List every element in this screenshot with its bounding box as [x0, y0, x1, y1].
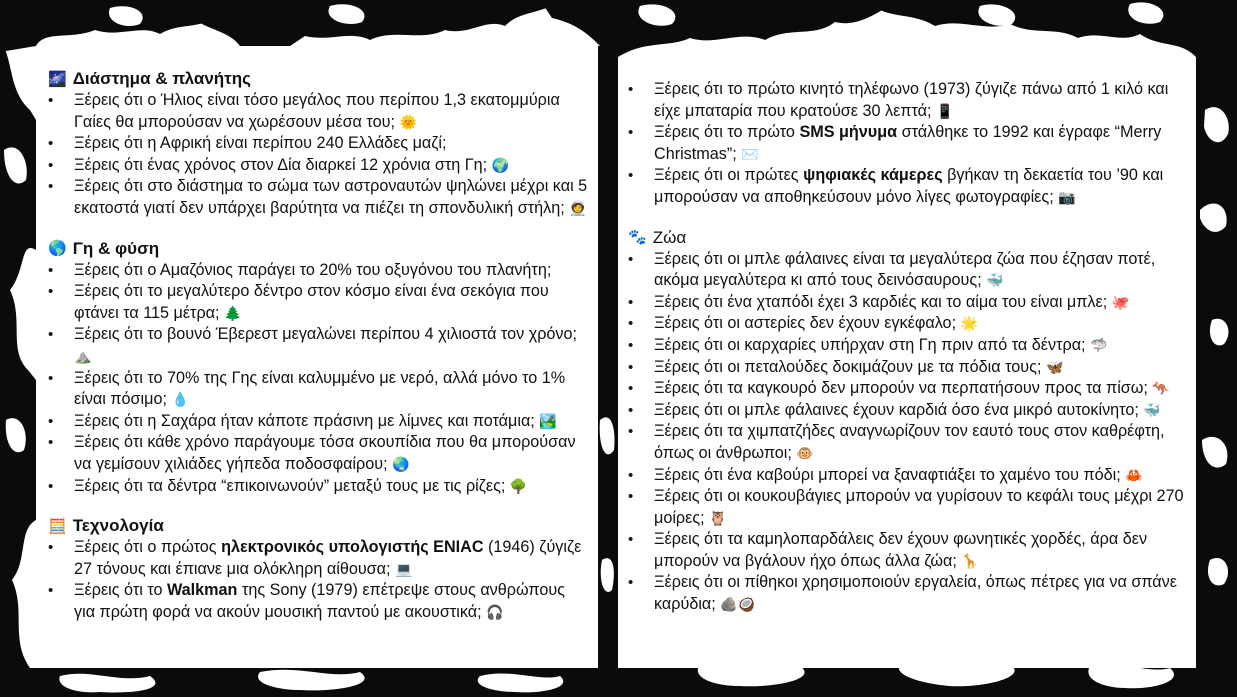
section-title-animals	[628, 227, 1186, 249]
list-item: • Ξέρεις ότι η Αφρική είναι περίπου 240 Ελλάδες μαζί;	[48, 133, 588, 155]
astronaut-icon: 🧑‍🚀	[569, 199, 587, 216]
whale-icon: 🐳	[986, 272, 1004, 289]
star-icon: 🌟	[960, 315, 978, 332]
list-item: • Ξέρεις ότι ο Ήλιος είναι τόσο μεγάλος που περίπου 1,3 εκατομμύρια Γαίες θα μπορούσαν να χωρέσουν μέσα του; 🌞	[48, 90, 588, 133]
list-item: • Ξέρεις ότι στο διάστημα το σώμα των αστροναυτών ψηλώνει μέχρι και 5 εκατοστά γιατί δεν υπάρχει βαρύτητα να πιέζει τη σπονδυλική στήλη; 🧑‍🚀	[48, 176, 588, 219]
list-item: • Ξέρεις ότι ο Αμαζόνιος παράγει το 20% του οξυγόνου του πλανήτη;	[48, 260, 588, 282]
list-item: • Ξέρεις ότι τα δέντρα “επικοινωνούν” μεταξύ τους με τις ρίζες; 🌳	[48, 476, 588, 498]
owl-icon: 🦉	[709, 509, 727, 526]
list-item: • Ξέρεις ότι το μεγαλύτερο δέντρο στον κόσμο είναι ένα σεκόγια που φτάνει τα 115 μέτρα; 🌲	[48, 281, 588, 324]
earth-icon: 🌍	[491, 156, 510, 173]
crab-icon: 🦀	[1125, 466, 1143, 483]
list-item: • Ξέρεις ότι ένα καβούρι μπορεί να ξαναφτιάξει το χαμένο του πόδι; 🦀	[628, 465, 1186, 487]
headphones-icon: 🎧	[486, 603, 504, 620]
tree-icon: 🌳	[509, 477, 528, 494]
camera-icon: 📷	[1058, 188, 1076, 205]
envelope-icon: ✉️	[741, 145, 759, 162]
rock-and-coconut-icon: 🪨🥥	[720, 596, 756, 613]
list-item: • Ξέρεις ότι το 70% της Γης είναι καλυμμένο με νερό, αλλά μόνο το 1% είναι πόσιμο; 💧	[48, 368, 588, 411]
list-item: • Ξέρεις ότι οι μπλε φάλαινες έχουν καρδιά όσο ένα μικρό αυτοκίνητο; 🐳	[628, 400, 1186, 422]
section-title-earth-nature	[48, 238, 588, 260]
calculator-icon: 🧮	[48, 517, 67, 535]
list-item: • Ξέρεις ότι τα χιμπατζήδες αναγνωρίζουν τον εαυτό τους στον καθρέφτη, όπως οι άνθρωποι; 🐵	[628, 421, 1186, 464]
galaxy-icon: 🌌	[48, 70, 67, 88]
landscape-icon: 🏞️	[539, 412, 557, 429]
shark-icon: 🦈	[1090, 336, 1108, 353]
technology-facts-list-continued	[628, 79, 1186, 209]
section-title-text: Τεχνολογία	[72, 516, 164, 536]
list-item: • Ξέρεις ότι ένας χρόνος στον Δία διαρκεί 12 χρόνια στη Γη; 🌍	[48, 155, 588, 177]
list-item: • Ξέρεις ότι τα καγκουρό δεν μπορούν να περπατήσουν προς τα πίσω; 🦘	[628, 378, 1186, 400]
section-title-text: Ζώα	[652, 227, 687, 247]
list-item: • Ξέρεις ότι η Σαχάρα ήταν κάποτε πράσινη με λίμνες και ποτάμια; 🏞️	[48, 411, 588, 433]
left-facts-panel	[36, 46, 598, 668]
space-facts-list	[48, 90, 588, 220]
technology-facts-list	[48, 537, 588, 623]
list-item: • Ξέρεις ότι ένα χταπόδι έχει 3 καρδιές και το αίμα του είναι μπλε; 🐙	[628, 292, 1186, 314]
giraffe-icon: 🦒	[961, 552, 979, 569]
list-item: • Ξέρεις ότι κάθε χρόνο παράγουμε τόσα σκουπίδια που θα μπορούσαν να γεμίσουν χιλιάδες γήπεδα ποδοσφαίρου; 🌏	[48, 432, 588, 475]
list-item: • Ξέρεις ότι το πρώτο κινητό τηλέφωνο (1973) ζύγιζε πάνω από 1 κιλό και είχε μπαταρία που κρατούσε 30 λεπτά; 📱	[628, 79, 1186, 122]
list-item: • Ξέρεις ότι το Walkman της Sony (1979) επέτρεψε στους ανθρώπους για πρώτη φορά να ακούν μουσική παντού με ακουστικά; 🎧	[48, 580, 588, 623]
butterfly-icon: 🦋	[1045, 358, 1064, 375]
list-item: • Ξέρεις ότι τα καμηλοπαρδάλεις δεν έχουν φωνητικές χορδές, άρα δεν μπορούν να βγάλουν ήχο όπως άλλα ζώα; 🦒	[628, 529, 1186, 572]
evergreen-tree-icon: 🌲	[224, 304, 242, 321]
section-title-text: Γη & φύση	[72, 238, 160, 258]
list-item: • Ξέρεις ότι οι αστερίες δεν έχουν εγκέφαλο; 🌟	[628, 313, 1186, 335]
list-item: • Ξέρεις ότι οι μπλε φάλαινες είναι τα μεγαλύτερα ζώα που έζησαν ποτέ, ακόμα μεγαλύτερα κι από τους δεινόσαυρους; 🐳	[628, 249, 1186, 292]
list-item: • Ξέρεις ότι οι πίθηκοι χρησιμοποιούν εργαλεία, όπως πέτρες για να σπάνε καρύδια; 🪨🥥	[628, 572, 1186, 615]
section-title-space	[48, 68, 588, 90]
list-item: • Ξέρεις ότι το βουνό Έβερεστ μεγαλώνει περίπου 4 χιλιοστά τον χρόνο; ⛰️	[48, 324, 588, 367]
list-item: • Ξέρεις ότι οι κουκουβάγιες μπορούν να γυρίσουν το κεφάλι τους μέχρι 270 μοίρες; 🦉	[628, 486, 1186, 529]
mobile-phone-icon: 📱	[936, 102, 954, 119]
animal-facts-list	[628, 249, 1186, 616]
list-item: • Ξέρεις ότι οι καρχαρίες υπήρχαν στη Γη πριν από τα δέντρα; 🦈	[628, 335, 1186, 357]
mountain-icon: ⛰️	[74, 347, 92, 364]
list-item: • Ξέρεις ότι οι πρώτες ψηφιακές κάμερες βγήκαν τη δεκαετία του ’90 και μπορούσαν να αποθηκεύσουν μόνο λίγες φωτογραφίες; 📷	[628, 165, 1186, 208]
section-title-technology	[48, 515, 588, 537]
list-item: • Ξέρεις ότι το πρώτο SMS μήνυμα στάλθηκε το 1992 και έγραφε “Merry Christmas”; ✉️	[628, 122, 1186, 165]
sun-face-icon: 🌞	[399, 113, 417, 130]
list-item: • Ξέρεις ότι ο πρώτος ηλεκτρονικός υπολογιστής ENIAC (1946) ζύγιζε 27 τόνους και έπιανε μια ολόκληρη αίθουσα; 💻	[48, 537, 588, 580]
earth-facts-list	[48, 260, 588, 498]
laptop-icon: 💻	[395, 560, 413, 577]
paw-prints-icon: 🐾	[628, 229, 647, 247]
octopus-icon: 🐙	[1111, 293, 1130, 310]
globe-icon: 🌏	[392, 455, 410, 472]
section-title-text: Διάστημα & πλανήτης	[72, 69, 251, 88]
water-drop-icon: 💧	[171, 391, 189, 408]
monkey-face-icon: 🐵	[796, 444, 814, 461]
kangaroo-icon: 🦘	[1152, 380, 1170, 397]
right-facts-panel	[618, 57, 1196, 657]
earth-globe-icon: 🌎	[48, 240, 67, 258]
whale-icon: 🐳	[1143, 401, 1161, 418]
list-item: • Ξέρεις ότι οι πεταλούδες δοκιμάζουν με τα πόδια τους; 🦋	[628, 357, 1186, 379]
